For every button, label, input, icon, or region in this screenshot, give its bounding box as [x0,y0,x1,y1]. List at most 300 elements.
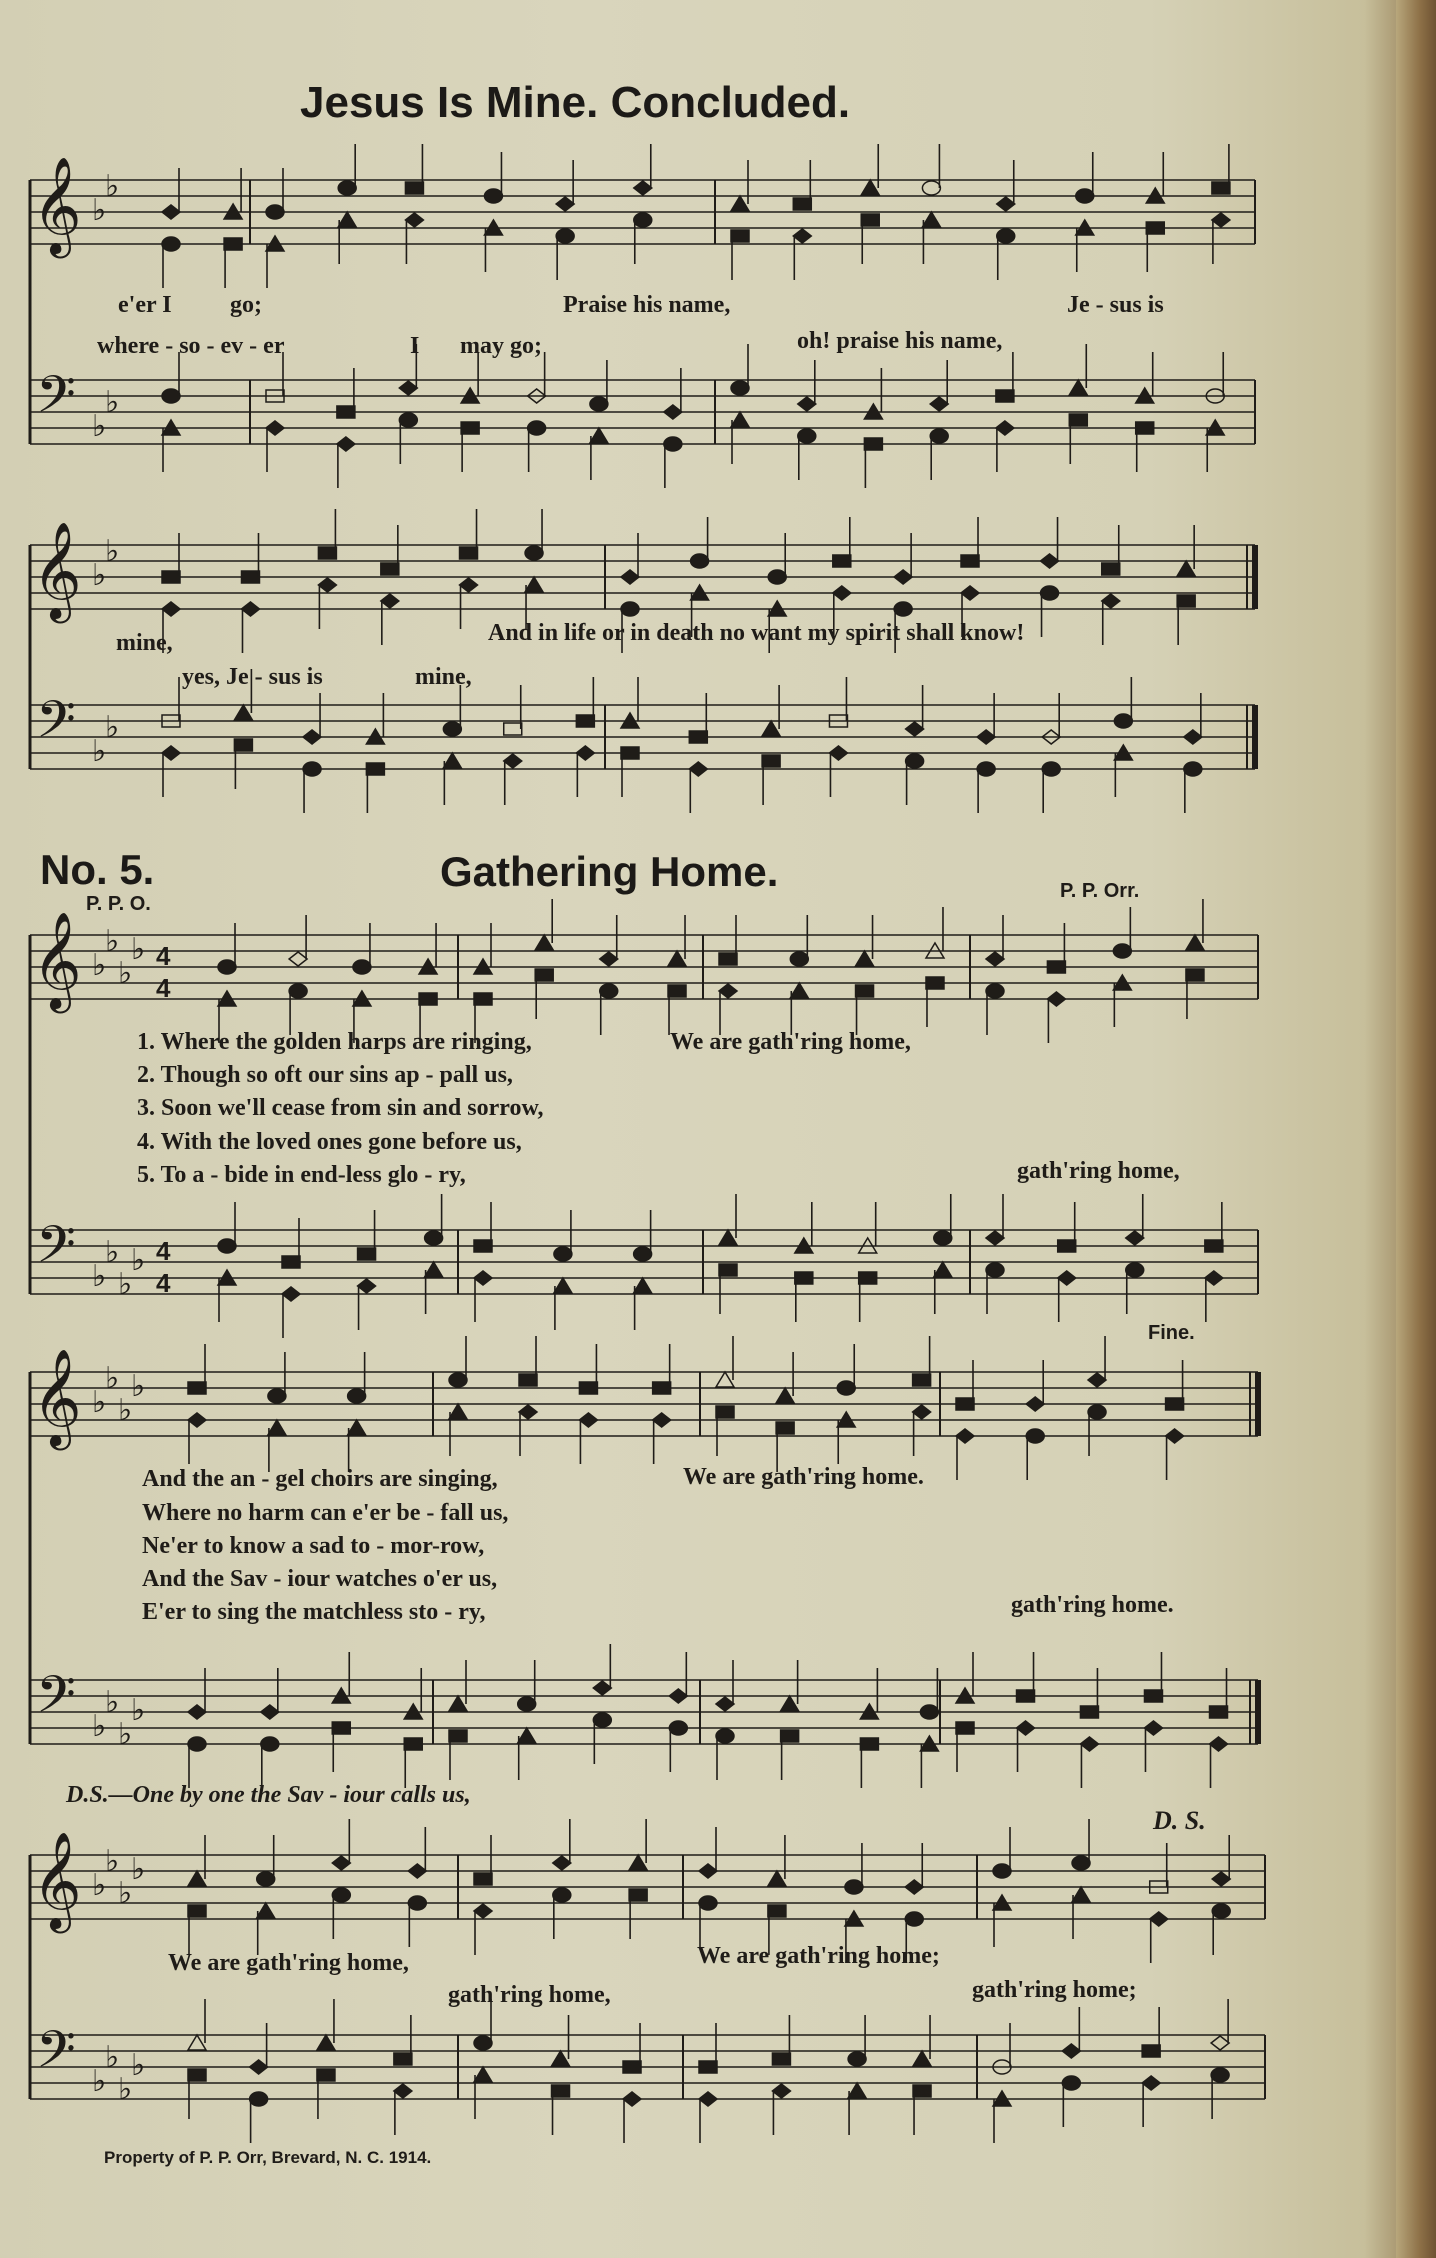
note-head [861,180,879,195]
note-head [449,1696,467,1711]
note-head [188,2035,206,2050]
time-signature: 4 [156,1236,171,1266]
note-head [250,2060,268,2074]
note-head [266,421,284,435]
note-head [1205,1271,1223,1285]
note-head [188,1871,206,1886]
footer-copyright: Property of P. P. Orr, Brevard, N. C. 1914. [104,2148,432,2167]
note-head [719,1264,737,1276]
note-head [234,705,252,720]
note-head [528,421,546,435]
note-head [460,547,478,559]
note-head [381,594,399,608]
final-bar-line [1255,1372,1261,1436]
note-head [353,960,371,974]
note-head [282,1287,300,1301]
note-head [443,722,461,736]
note-head [188,1382,206,1394]
note-head [716,1372,734,1387]
flat-sign: ♭ [105,385,120,420]
note-head [691,554,709,568]
note-head [634,181,652,195]
note-head [600,952,618,966]
note-head [837,1381,855,1395]
note-head [1102,563,1120,575]
note-head [535,969,553,981]
note-head [474,993,492,1005]
note-head [593,1681,611,1695]
note-head [956,1722,974,1734]
note-head [833,586,851,600]
note-head [669,1721,687,1735]
bass-clef: 𝄢 [36,1664,76,1737]
note-head [218,1239,236,1253]
note-head [405,182,423,194]
chorus-lyric: We are gath'ring home; [697,1943,940,1969]
flat-sign: ♭ [131,1369,146,1404]
lyric: mine, [116,630,173,656]
note-head [1047,992,1065,1006]
note-head [188,1705,206,1719]
ds-lyric: D.S.—One by one the Sav - iour calls us, [66,1782,471,1808]
ds-mark: D. S. [1153,1806,1206,1835]
stanza-line: Where no harm can e'er be - fall us, [142,1500,509,1526]
chorus-lyric: We are gath'ring home, [168,1950,409,1976]
note-head [519,1374,537,1386]
note-head [997,197,1015,211]
note-head [394,2053,412,2065]
note-head [1205,1240,1223,1252]
note-head [266,205,284,219]
note-head [922,212,940,227]
stanza-line: 2. Though so oft our sins ap - pall us, [137,1062,513,1088]
note-head [856,985,874,997]
note-head [920,1705,938,1719]
stanza-line: 4. With the loved ones gone before us, [137,1129,522,1155]
note-head [1080,1737,1098,1751]
note-head [449,1730,467,1742]
note-head [579,1413,597,1427]
note-head [699,1896,717,1910]
note-head [332,1856,350,1870]
note-head [338,181,356,195]
note-head [188,1737,206,1751]
note-head [905,1912,923,1926]
note-head [930,397,948,411]
lyricist-credit: P. P. O. [86,893,151,915]
note-head [1166,1429,1184,1443]
note-head [1080,1706,1098,1718]
note-head [348,1420,366,1435]
note-head [997,229,1015,243]
flat-sign: ♭ [131,1852,146,1887]
note-head [1126,1231,1144,1245]
note-head [241,602,259,616]
refrain-lyric: We are gath'ring home. [683,1464,924,1490]
note-head [1026,1397,1044,1411]
flat-sign: ♭ [105,1235,120,1270]
lyric: oh! praise his name, [797,328,1003,354]
flat-sign: ♭ [92,1868,107,1903]
flat-sign: ♭ [118,1876,133,1911]
treble-clef: 𝄞 [32,156,82,254]
note-head [1041,586,1059,600]
flat-sign: ♭ [105,1844,120,1879]
note-head [576,715,594,727]
note-head [1142,2045,1160,2057]
note-head [913,1405,931,1419]
note-head [1088,1405,1106,1419]
note-head [1088,1373,1106,1387]
note-head [731,196,749,211]
note-head [629,1889,647,1901]
note-head [772,2084,790,2098]
note-head [1212,1904,1230,1918]
note-head [556,197,574,211]
flat-sign: ♭ [118,2072,133,2107]
note-head [848,2083,866,2098]
note-head [731,412,749,427]
note-head [719,953,737,965]
note-head [798,397,816,411]
note-head [930,429,948,443]
note-head [405,213,423,227]
note-head [188,1905,206,1917]
final-bar-line [1252,545,1258,609]
note-head [1058,1271,1076,1285]
flat-sign: ♭ [92,409,107,444]
note-head [1069,380,1087,395]
treble-clef: 𝄞 [32,1348,82,1446]
note-head [556,229,574,243]
stanza-line: Ne'er to know a sad to - mor-row, [142,1533,485,1559]
note-head [337,406,355,418]
song-title-jesus-is-mine: Jesus Is Mine. Concluded. [300,78,851,127]
note-head [762,755,780,767]
note-head [268,1420,286,1435]
bass-echo-lyric: gath'ring home. [1011,1592,1174,1618]
note-head [1184,730,1202,744]
note-head [261,1737,279,1751]
note-head [460,578,478,592]
note-head [474,1271,492,1285]
note-head [913,2051,931,2066]
note-head [781,1696,799,1711]
note-head [318,578,336,592]
note-head [381,563,399,575]
note-head [399,413,417,427]
stanza-line: 1. Where the golden harps are ringing, [137,1029,532,1055]
note-head [689,762,707,776]
note-head [1142,2076,1160,2090]
note-head [162,602,180,616]
song-number: No. 5. [40,846,155,893]
note-head [716,1406,734,1418]
note-head [162,389,180,403]
note-head [318,547,336,559]
chorus-echo-lyric: gath'ring home, [448,1982,611,2008]
chorus-echo-lyric: gath'ring home; [972,1977,1137,2003]
note-head [848,2052,866,2066]
note-head [519,1405,537,1419]
note-head [593,1713,611,1727]
note-head [634,1278,652,1293]
note-head [793,198,811,210]
note-head [257,1903,275,1918]
note-head [579,1382,597,1394]
flat-sign: ♭ [105,169,120,204]
note-head [731,230,749,242]
final-bar-line [1252,705,1258,769]
bass-clef: 𝄢 [36,364,76,437]
note-head [289,952,307,966]
note-head [1212,1872,1230,1886]
flat-sign: ♭ [92,734,107,769]
treble-clef: 𝄞 [32,911,82,1009]
flat-sign: ♭ [92,1709,107,1744]
treble-clef: 𝄞 [32,1831,82,1929]
stanza-line: E'er to sing the matchless sto - ry, [142,1599,486,1625]
note-head [1047,961,1065,973]
note-head [358,1248,376,1260]
note-head [906,754,924,768]
flat-sign: ♭ [131,1243,146,1278]
note-head [856,951,874,966]
note-head [282,1256,300,1268]
treble-clef: 𝄞 [32,521,82,619]
time-signature: 4 [156,1268,171,1298]
note-head [518,1697,536,1711]
note-head [977,730,995,744]
note-head [986,1231,1004,1245]
lyric: may go; [460,333,542,359]
note-head [621,747,639,759]
note-head [833,555,851,567]
note-head [1177,595,1195,607]
lyric: yes, Je - sus is [182,664,323,690]
note-head [845,1880,863,1894]
note-head [600,984,618,998]
note-head [634,213,652,227]
note-head [1212,213,1230,227]
note-head [1062,2076,1080,2090]
note-head [829,746,847,760]
note-head [332,1722,350,1734]
lyric: I [410,333,420,359]
note-head [1062,2044,1080,2058]
flat-sign: ♭ [105,1685,120,1720]
flat-sign: ♭ [131,932,146,967]
note-head [425,1231,443,1245]
note-head [926,977,944,989]
note-head [1058,1240,1076,1252]
note-head [1186,935,1204,950]
note-head [303,730,321,744]
note-head [961,555,979,567]
note-head [449,1404,467,1419]
note-head [793,229,811,243]
lyric: where - so - ev - er [97,333,285,359]
note-head [1186,969,1204,981]
note-head [366,763,384,775]
note-head [1211,2068,1229,2082]
note-head [1102,594,1120,608]
stanza-line: 5. To a - bide in end-less glo - ry, [137,1162,466,1188]
note-head [1026,1429,1044,1443]
note-head [864,438,882,450]
note-head [399,381,417,395]
note-head [1113,944,1131,958]
stanza-line: And the Sav - iour watches o'er us, [142,1566,498,1592]
note-head [1184,762,1202,776]
note-head [768,1871,786,1886]
note-head [261,1705,279,1719]
note-head [772,2053,790,2065]
note-head [906,722,924,736]
note-head [1069,414,1087,426]
flat-sign: ♭ [118,1717,133,1752]
note-head [234,739,252,751]
final-bar-line [1255,1680,1261,1744]
note-head [798,429,816,443]
note-head [961,586,979,600]
flat-sign: ♭ [92,2064,107,2099]
note-head [188,2069,206,2081]
note-head [419,993,437,1005]
note-head [241,571,259,583]
note-head [474,1240,492,1252]
note-head [977,762,995,776]
note-head [535,935,553,950]
note-head [358,1279,376,1293]
note-head [552,2085,570,2097]
flat-sign: ♭ [92,193,107,228]
note-head [553,1856,571,1870]
note-head [664,405,682,419]
note-head [986,952,1004,966]
note-head [224,238,242,250]
note-head [621,602,639,616]
note-head [894,570,912,584]
note-head [404,1738,422,1750]
flat-sign: ♭ [92,1385,107,1420]
note-head [768,570,786,584]
flat-sign: ♭ [131,2048,146,2083]
note-head [443,753,461,768]
note-head [986,1263,1004,1277]
note-head [956,1398,974,1410]
note-head [668,951,686,966]
note-head [554,1247,572,1261]
note-head [768,1905,786,1917]
note-head [1166,1398,1184,1410]
flat-sign: ♭ [105,534,120,569]
note-head [621,570,639,584]
note-head [1072,1887,1090,1902]
note-head [268,1389,286,1403]
note-head [449,1373,467,1387]
note-head [590,397,608,411]
flat-sign: ♭ [92,558,107,593]
time-signature: 4 [156,973,171,1003]
note-head [913,2085,931,2097]
note-head [474,1873,492,1885]
note-head [956,1429,974,1443]
flat-sign: ♭ [105,1361,120,1396]
note-head [1212,182,1230,194]
flat-sign: ♭ [105,2040,120,2075]
note-head [934,1231,952,1245]
flat-sign: ♭ [118,1267,133,1302]
note-head [731,381,749,395]
note-head [188,1413,206,1427]
note-head [1177,561,1195,576]
note-head [1042,762,1060,776]
note-head [1017,1690,1035,1702]
note-head [986,984,1004,998]
note-head [689,731,707,743]
flat-sign: ♭ [92,1259,107,1294]
note-head [699,1864,717,1878]
note-head [762,721,780,736]
note-head [861,214,879,226]
note-head [394,2084,412,2098]
note-head [317,2035,335,2050]
stanza-line: 3. Soon we'll cease from sin and sorrow, [137,1095,544,1121]
flat-sign: ♭ [105,710,120,745]
song-title-gathering-home: Gathering Home. [440,848,779,895]
note-head [1210,1706,1228,1718]
note-head [408,1896,426,1910]
note-head [425,1262,443,1277]
lyric: e'er I [118,292,172,318]
lyric: Praise his name, [563,292,731,318]
note-head [1136,422,1154,434]
note-head [332,1888,350,1902]
note-head [894,602,912,616]
note-head [474,2036,492,2050]
note-head [996,390,1014,402]
note-head [634,1247,652,1261]
note-head [623,2092,641,2106]
note-head [218,960,236,974]
note-head [996,421,1014,435]
flat-sign: ♭ [131,1693,146,1728]
note-head [1144,1721,1162,1735]
note-head [337,437,355,451]
note-head [669,1689,687,1703]
stanza-line: And the an - gel choirs are singing, [142,1466,498,1492]
note-head [408,1864,426,1878]
note-head [518,1728,536,1743]
note-head [629,1855,647,1870]
note-head [338,212,356,227]
lyric: And in life or in death no want my spirit shall know! [488,620,1025,646]
note-head [1210,1737,1228,1751]
note-head [525,577,543,592]
flat-sign: ♭ [92,948,107,983]
note-head [525,546,543,560]
note-head [719,1230,737,1245]
note-head [922,181,940,195]
note-head [474,2067,492,2082]
bass-clef: 𝄢 [36,1214,76,1287]
note-head [1076,189,1094,203]
note-head [484,189,502,203]
bass-clef: 𝄢 [36,2019,76,2092]
note-head [668,985,686,997]
note-head [162,571,180,583]
